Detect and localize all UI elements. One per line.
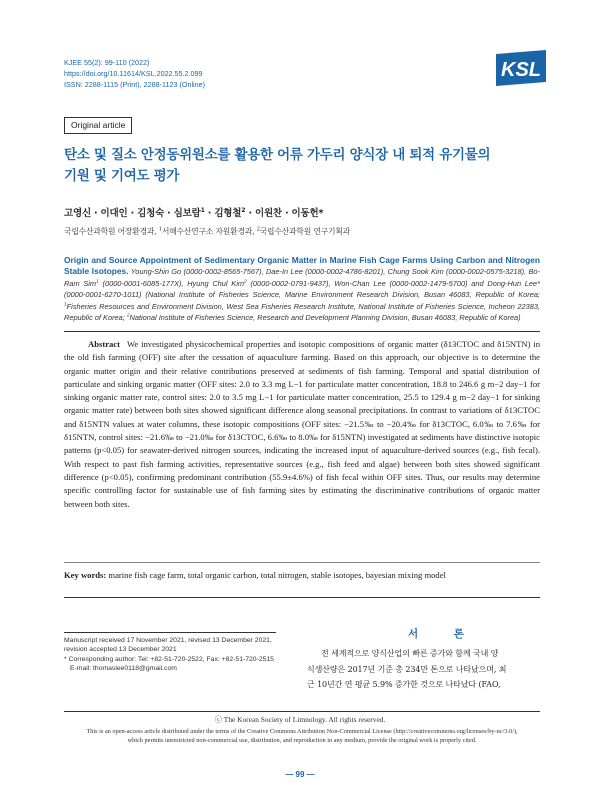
section-heading-introduction: 서 론	[408, 628, 480, 640]
english-affiliation-3: National Institute of Fisheries Science, Research and Development Planning Division, Busan 46083, Republic of Korea)	[129, 313, 521, 323]
english-authors: Young-Shin Go (0000-0002-8565-7567), Dae-In Lee (0000-0002-4786-8201), Chung Sook Kim (0000-0002-0575-3218), Bo-Ram Sim	[64, 267, 540, 288]
affiliation-3: 국립수산과학원 연구기획과	[259, 227, 350, 236]
korean-title	[64, 145, 524, 187]
english-title-block	[64, 255, 540, 323]
intro-line-3: 근 10년간 연 평균 5.9% 증가한 것으로 나타났다 (FAO,	[307, 680, 501, 689]
article-type-badge: Original article	[64, 117, 132, 134]
author-sup-1: 1	[200, 206, 205, 214]
author-names-2: · 김형철	[204, 208, 242, 219]
introduction-text	[307, 646, 540, 693]
footnote-divider	[64, 632, 276, 633]
logo-text: KSL	[501, 59, 541, 81]
journal-header	[64, 57, 205, 90]
keywords-text: marine fish cage farm, total organic carbon, total nitrogen, stable isotopes, bayesian mixing model	[108, 570, 446, 580]
abstract-text: We investigated physicochemical properties and isotopic compositions of organic matter (δ13CTOC and δ15NTN) in the old fish farming (OFF) site after the cessation of aquaculture farming. Based on this approach, our objective is to determine the organic matter origin and their relative contributions preserved at sediments of fish farming. Temporal and spatial distribution of particulate and sinking organic matter (OFF sites: 2.0 to 3.3 mg L−1 for particulate matter concentration, 18.8 to 246.6 g m−2 day−1 for sinking organic matter rate, control sites: 2.0 to 3.5 mg L−1 for particulate matter concentration, 25.5 to 129.4 g m−2 day−1 for sinking organic matter rate) between both sites showed significant difference along seasonal precipitations. In contrast to variations of δ13CTOC and δ15NTN values at water columns, these isotopic compositions (OFF sites: −21.5‰ to −20.4‰ for δ13CTOC, 6.0‰ to 7.6‰ for δ15NTN, control sites: −21.6‰ to −21.0‰ for δ13CTOC, 6.6‰ to 8.0‰ for δ15NTN) investigated at sediments have distinctive isotopic patterns (p<0.05) for seawater-derived nitrogen sources, indicating the increased input of aquaculture-derived sources (e.g., fish fecal). With respect to past fish farming activities, representative sources (e.g., fish feed and algae) between both sites showed significant difference (p<0.05), confirming predominant contribution (55.9±4.6%) of fish fecal within OFF sites. Thus, our results may determine specific controlling factor for sustainable use of fish farming sites by estimating the discriminative contributions of organic matter between both sites.	[64, 339, 540, 509]
doi-link[interactable]: https://doi.org/10.11614/KSL.2022.55.2.099	[64, 69, 203, 78]
english-sup-2: 2	[244, 279, 247, 285]
english-sup-1: 1	[96, 279, 99, 285]
issn-line: ISSN: 2288-1115 (Print), 2288-1123 (Online)	[64, 80, 206, 89]
manuscript-received: Manuscript received 17 November 2021, revised 13 December 2021,	[64, 637, 272, 644]
author-names-1: 고영신 · 이대인 · 김청숙 · 심보람	[64, 208, 201, 219]
footer-divider	[64, 711, 540, 712]
author-names-3: · 이원찬 · 이동헌	[245, 208, 319, 219]
license-line-2: which permits unrestricted non-commercial use, distribution, and reproduction in any medium, provide the original work is properly cited.	[127, 737, 477, 745]
manuscript-info	[64, 636, 274, 674]
affiliation-sup-2: 2	[256, 226, 260, 233]
intro-line-2: 식생산량은 2017년 기준 총 234만 톤으로 나타났으며, 최	[307, 664, 507, 674]
corresponding-mark: *	[318, 208, 324, 219]
corresponding-email[interactable]: E-mail: thomaslee0118@gmail.com	[70, 665, 177, 673]
abstract-box	[64, 331, 540, 598]
korean-authors	[64, 205, 323, 219]
english-authors-3: (0000-0002-0791-9437), Won-Chan Lee (0000-0002-1479-5700) and Dong-Hun Lee* (0000-0001-6270-1011) (National Institute of Fisheries Science, Marine Environment Research Division, Busan 46083, Republic of Korea;	[64, 278, 541, 300]
affiliation-2: 서해수산연구소 자원환경과,	[161, 227, 257, 236]
abstract-label: Abstract	[88, 339, 120, 349]
author-sup-2: 2	[241, 206, 246, 214]
page-number: — 99 —	[285, 770, 315, 779]
english-affil-sup-2: 2	[126, 313, 130, 319]
korean-title-line2: 기원 및 기여도 평가	[64, 168, 180, 184]
ksl-logo	[492, 48, 550, 88]
korean-title-line1: 탄소 및 질소 안정동위원소를 활용한 어류 가두리 양식장 내 퇴적 유기물의	[64, 147, 491, 163]
journal-citation: KJEE 55(2): 99-110 (2022)	[64, 58, 150, 67]
english-title: Origin and Source Appointment of Sedimentary Organic Matter in Marine Fish Cage Farms Using Carbon and Nitrogen Stable Isotopes.	[64, 255, 540, 277]
affiliation-sup-1: 1	[158, 226, 162, 233]
license-notice	[64, 727, 540, 745]
english-authors-2: (0000-0001-6085-177X), Hyung Chul Kim	[98, 278, 245, 288]
keywords-row	[64, 562, 540, 582]
english-affil-sup-1: 1	[64, 302, 67, 308]
english-affiliation-2: Fisheries Resources and Environment Division, West Sea Fisheries Research Institute, National Institute of Fisheries Science, Incheon 22383, Republic of Korea;	[64, 301, 540, 323]
keywords-label: Key words:	[64, 570, 107, 580]
copyright-notice: ⓒ The Korean Society of Limnology. All rights reserved.	[214, 715, 386, 724]
manuscript-accepted: revision accepted 13 December 2021	[64, 646, 177, 654]
affiliation-1: 국립수산과학원 어장환경과,	[64, 227, 159, 236]
license-line-1: This is an open-access article distributed under the terms of the Creative Commons Attribution Non-Commercial License (http://creativecommons.org/licenses/by-nc/3.0/),	[86, 728, 518, 735]
intro-line-1: 전 세계적으로 양식산업의 빠른 증가와 함께 국내 양	[321, 649, 499, 658]
korean-affiliations	[64, 226, 350, 237]
corresponding-author: * Corresponding author: Tel: +82-51-720-2522, Fax: +82-51-720-2515	[64, 655, 274, 663]
